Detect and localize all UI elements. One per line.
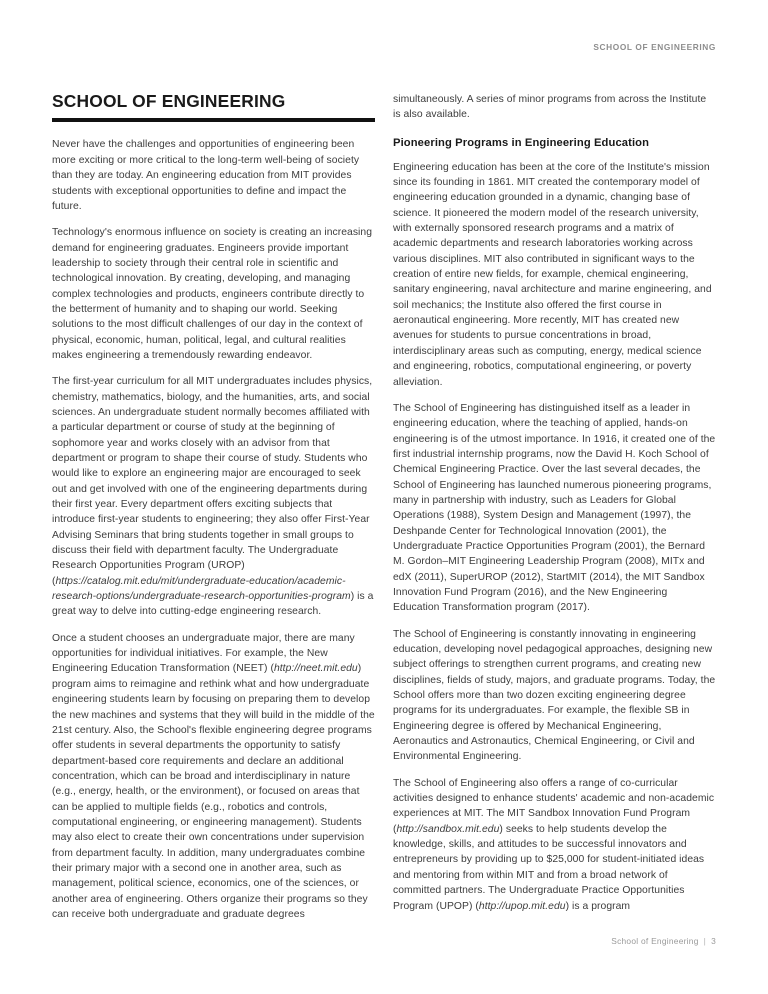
paragraph-urop: [52, 374, 375, 620]
paragraph-text: ) seeks to help students develop the knowledge, skills, and attitudes to be successful innovators and entrepreneurs by providing up to $25,000 for student-initiated ideas and mentoring from within MIT and from a broad network of committed partners. The Undergraduate Practice Opportunities Program (UPOP) (: [393, 823, 705, 912]
paragraph-text: The School of Engineering also offers a range of co-curricular activities designed to enhance students' academic and non-academic experiences at MIT. The MIT Sandbox Innovation Fund Program (: [393, 777, 715, 835]
neet-url[interactable]: http://neet.mit.edu: [273, 663, 358, 675]
paragraph-neet: [52, 631, 375, 923]
urop-url[interactable]: https://catalog.mit.edu/mit/undergraduate-education/academic-research-options/undergraduate-research-opportunities-program: [52, 575, 351, 603]
footer-label: School of Engineering: [611, 936, 699, 946]
running-header: SCHOOL OF ENGINEERING: [593, 42, 716, 52]
sandbox-url[interactable]: http://sandbox.mit.edu: [396, 823, 500, 835]
right-column: [393, 92, 716, 914]
left-column: [52, 92, 375, 922]
paragraph-sandbox: [393, 776, 716, 914]
paragraph-text: ) program aims to reimagine and rethink what and how undergraduate engineering students learn by focusing on preparing them to develop the new machines and systems that they will build in the middle of the 21st century. Also, the School's flexible engineering degree programs offer students in several departments the opportunity to satisfy department-based core requirements and declare an additional concentration, which can be broad and interdisciplinary in nature (e.g., energy, health, or the environment), or focused on areas that can be applied to multiple fields (e.g., robotics and controls, computational engineering, or engineering management). Students may also elect to create their own concentrations under supervision from department faculty. In addition, many undergraduates combine their primary major with a second one in another area, such as management, political science, economics, one of the sciences, or another area of engineering. Others organize their programs so they can receive both undergraduate and graduate degrees: [52, 663, 375, 920]
section-heading: Pioneering Programs in Engineering Education: [393, 136, 650, 149]
paragraph-continuation: simultaneously. A series of minor programs from across the Institute is also available.: [393, 94, 707, 121]
page-title: SCHOOL OF ENGINEERING: [52, 91, 286, 111]
paragraph: The School of Engineering is constantly innovating in engineering education, developing novel pedagogical approaches, designing new subject offerings to strengthen current programs, and creating new disciplines, fields of study, majors, and graduate programs. Today, the School offers more than two dozen exciting engineering degree programs for its undergraduates. For example, the flexible SB in Engineering degree is offered by Mechanical Engineering, Aeronautics and Astronautics, Chemical Engineering, or Civil and Environmental Engineering.: [393, 628, 716, 763]
paragraph: Never have the challenges and opportunities of engineering been more exciting or more critical to the long-term well-being of society than they are today. An engineering education from MIT provides students with exceptional opportunities to define and impact the future.: [52, 139, 360, 212]
paragraph-text: ) is a great way to delve into cutting-edge engineering research.: [52, 591, 374, 618]
footer-page-number: 3: [711, 936, 716, 946]
page-footer: [611, 936, 716, 946]
footer-separator: |: [703, 936, 707, 946]
paragraph: The School of Engineering has distinguished itself as a leader in engineering education, where the teaching of applied, hands-on engineering is of the utmost importance. In 1916, it created one of the first industrial internship programs, now the David H. Koch School of Chemical Engineering Practice. Over the last several decades, the School of Engineering has launched numerous pioneering programs, many in partnership with industry, such as Leaders for Global Operations (1988), System Design and Management (1997), the Deshpande Center for Technological Innovation (2001), the Undergraduate Practice Opportunities Program (2001), the Bernard M. Gordon–MIT Engineering Leadership Program (2008), MITx and edX (2011), SuperUROP (2012), StartMIT (2014), the MIT Sandbox Innovation Fund Program (2016), and the New Engineering Education Transformation program (2017).: [393, 402, 716, 614]
paragraph-text: Once a student chooses an undergraduate major, there are many opportunities for individual initiatives. For example, the New Engineering Education Transformation (NEET) (: [52, 632, 355, 675]
paragraph: Engineering education has been at the core of the Institute's mission since its founding in 1861. MIT created the contemporary model of engineering education grounded in a dynamic, changing base of science. It pioneered the modern model of the research university, with externally sponsored research programs and a matrix of academic departments and research laboratories working across various disciplines. MIT also contributed in significant ways to the creation of entire new fields, for example, chemical engineering, sanitary engineering, naval architecture and marine engineering, and soil mechanics; the Institute also offered the first course in aeronautical engineering. More recently, MIT has created new avenues for students to pursue concentrations in broad, interdisciplinary areas such as computing, energy, medical science and engineering, robotics, computational engineering, or poverty alleviation.: [393, 161, 712, 388]
paragraph-text: The first-year curriculum for all MIT undergraduates includes physics, chemistry, mathematics, biology, and the humanities, arts, and social sciences. An undergraduate student normally becomes affiliated with a particular department or course of study at the beginning of sophomore year and works closely with an advisor from that department or program to shape their course of study. Students who would like to explore an engineering major are encouraged to seek out and get involved with one of the engineering departments during their first year. Every department offers exciting subjects that introduce first-year students to engineering; they also offer First-Year Advising Seminars that bring students together in small groups to discuss their field with department faculty. The Undergraduate Research Opportunities Program (UROP) (: [52, 376, 373, 587]
upop-url[interactable]: http://upop.mit.edu: [478, 900, 566, 912]
title-rule: [52, 118, 375, 122]
paragraph-text: ) is a program: [565, 900, 631, 912]
paragraph: Technology's enormous influence on society is creating an increasing demand for engineering graduates. Engineers provide important leadership to society through their central role in scientific and technological innovation. By creating, developing, and managing complex technologies and products, engineers contribute directly to the betterment of humanity and to shaping our world. Seeking solutions to the most difficult challenges of our day in the context of physical, economic, human, political, legal, and cultural realities makes engineering a tremendously rewarding endeavor.: [52, 227, 373, 361]
